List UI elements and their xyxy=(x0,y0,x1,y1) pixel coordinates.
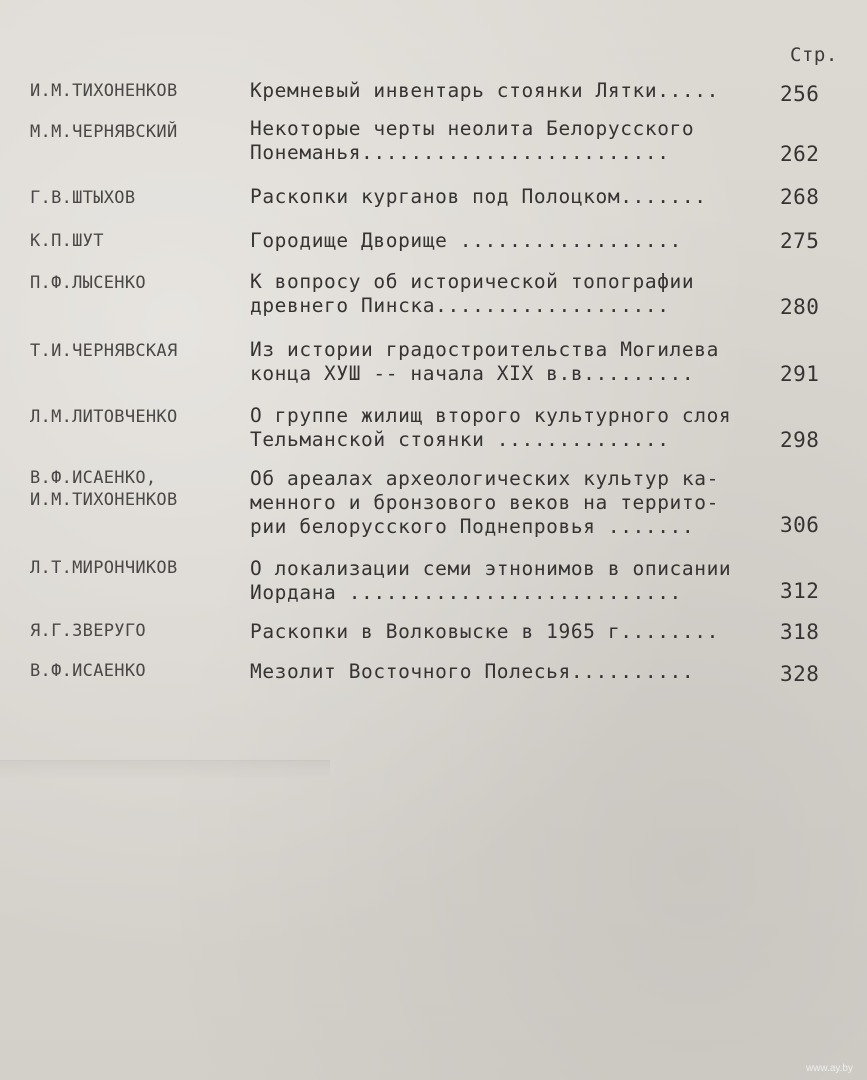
toc-author: И.М.ТИХОНЕНКОВ xyxy=(30,81,178,101)
toc-page-number: 328 xyxy=(780,662,820,686)
toc-title: Некоторые черты неолита Белорусского Понеманья......................... xyxy=(250,117,695,164)
toc-title: Раскопки в Волковыске в 1965 г........ xyxy=(250,620,719,643)
toc-author: Г.В.ШТЫХОВ xyxy=(30,188,136,208)
toc-title: Из истории градостроительства Могилева конца ХУШ -- начала XIX в.в......... xyxy=(250,338,719,385)
toc-title: Городище Дворище .................. xyxy=(250,229,682,252)
toc-author: Т.И.ЧЕРНЯВСКАЯ xyxy=(30,341,178,361)
toc-page-number: 275 xyxy=(780,229,820,253)
toc-title: О группе жилищ второго культурного слоя Тельманской стоянки .............. xyxy=(250,404,732,451)
toc-title: Кремневый инвентарь стоянки Лятки..... xyxy=(250,79,719,102)
toc-page-number: 318 xyxy=(780,620,820,644)
toc-page-number: 306 xyxy=(780,513,820,537)
page-column-label: Стр. xyxy=(790,44,838,66)
toc-author: Л.М.ЛИТОВЧЕНКО xyxy=(30,407,178,427)
toc-title: О локализации семи этнонимов в описании Иордана ........................... xyxy=(250,557,732,604)
toc-page-number: 298 xyxy=(780,428,820,452)
toc-page-number: 280 xyxy=(780,295,820,319)
toc-author: К.П.ШУТ xyxy=(30,231,104,251)
site-watermark: www.ay.by xyxy=(805,1063,853,1074)
toc-page-number: 256 xyxy=(780,82,820,106)
toc-page-number: 291 xyxy=(780,362,820,386)
toc-author: Я.Г.ЗВЕРУГО xyxy=(30,621,146,641)
paper-fold xyxy=(0,760,330,779)
toc-title: К вопросу об исторической топографии древнего Пинска................... xyxy=(250,270,695,317)
toc-page-number: 312 xyxy=(780,579,820,603)
toc-page-number: 262 xyxy=(780,142,820,166)
toc-title: Мезолит Восточного Полесья.......... xyxy=(250,660,695,683)
toc-author: В.Ф.ИСАЕНКО xyxy=(30,661,146,681)
toc-page-number: 268 xyxy=(780,185,820,209)
toc-title: Раскопки курганов под Полоцком....... xyxy=(250,185,707,208)
toc-author: Л.Т.МИРОНЧИКОВ xyxy=(30,558,178,578)
toc-author: В.Ф.ИСАЕНКО, И.М.ТИХОНЕНКОВ xyxy=(30,468,178,510)
toc-author: П.Ф.ЛЫСЕНКО xyxy=(30,273,146,293)
toc-author: М.М.ЧЕРНЯВСКИЙ xyxy=(30,122,178,142)
toc-title: Об ареалах археологических культур ка- менного и бронзового веков на террито- рии белорусского Поднепровья ....... xyxy=(250,467,719,538)
